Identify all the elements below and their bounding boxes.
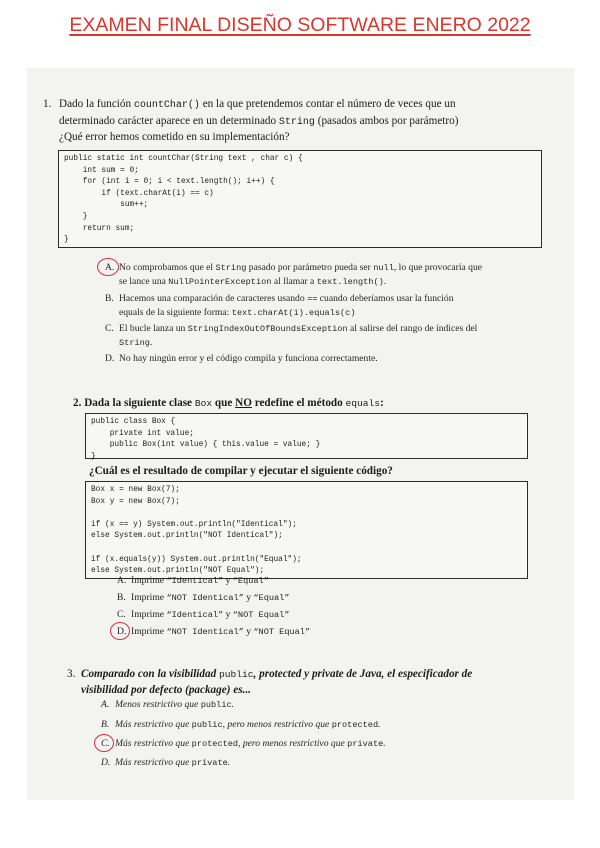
question-3-number: 3.	[67, 668, 76, 680]
q2-option-c[interactable]: C. Imprime “Identical” y “NOT Equal”	[117, 609, 290, 620]
code-block-box-class: public class Box { private int value; public Box(int value) { this.value = value; } }	[85, 413, 528, 459]
q1-option-b[interactable]: B. Hacemos una comparación de caracteres usando == cuando deberíamos usar la función equals de la siguiente forma: text.charAt(i).equals(c)	[105, 293, 454, 318]
exam-title: EXAMEN FINAL DISEÑO SOFTWARE ENERO 2022	[69, 14, 531, 36]
question-3: 3. Comparado con la visibilidad public, protected y private de Java, el especificador de visibilidad por defecto (package) es...	[67, 668, 473, 696]
q3-option-d[interactable]: D. Más restrictivo que private.	[101, 757, 231, 768]
q3-option-b[interactable]: B. Más restrictivo que public, pero menos restrictivo que protected.	[101, 719, 381, 730]
q1-option-c[interactable]: C. El bucle lanza un StringIndexOutOfBoundsException al salirse del rango de índices del String.	[105, 323, 478, 348]
answer-circle-q3	[94, 734, 114, 752]
q3-option-c[interactable]: C. Más restrictivo que protected, pero menos restrictivo que private.	[101, 738, 386, 749]
question-2-number: 2.	[73, 397, 82, 409]
q2-option-a[interactable]: A. Imprime “Identical” y “Equal”	[117, 575, 269, 586]
code-block-box-compare: Box x = new Box(7); Box y = new Box(7); if (x == y) System.out.println("Identical"); else System.out.println("NOT Identical"); if (x.equals(y)) System.out.println("Equal"); else System.out.println("NOT Equal");	[85, 481, 528, 579]
q2-option-d[interactable]: D. Imprime “NOT Identical” y “NOT Equal”	[117, 626, 311, 637]
answer-circle-q2	[110, 622, 130, 640]
question-2-prompt: ¿Cuál es el resultado de compilar y ejecutar el siguiente código?	[89, 465, 393, 477]
q3-option-a[interactable]: A. Menos restrictivo que public.	[101, 699, 235, 710]
exam-sheet	[27, 68, 574, 800]
question-1-number: 1.	[43, 98, 52, 110]
q2-option-b[interactable]: B. Imprime “NOT Identical” y “Equal”	[117, 592, 290, 603]
answer-circle-q1	[97, 258, 119, 276]
code-block-countchar: public static int countChar(String text , char c) { int sum = 0; for (int i = 0; i < text.length(); i++) { if (text.charAt(i) == c) sum++; } return sum; }	[58, 150, 542, 248]
q1-option-a[interactable]: A. No comprobamos que el String pasado por parámetro pueda ser null, lo que provocaría que se lance una NullPointerException al llamar a text.length().	[105, 262, 483, 287]
question-1: 1. Dado la función countChar() en la que pretendemos contar el número de veces que un determinado carácter aparece en un determinado String (pasados ambos por parámetro) ¿Qué error hemos cometido en su implementación?	[43, 98, 459, 144]
question-2: 2. Dada la siguiente clase Box que NO redefine el método equals:	[73, 397, 384, 409]
q1-option-d[interactable]: D. No hay ningún error y el código compila y funciona correctamente.	[105, 353, 378, 364]
